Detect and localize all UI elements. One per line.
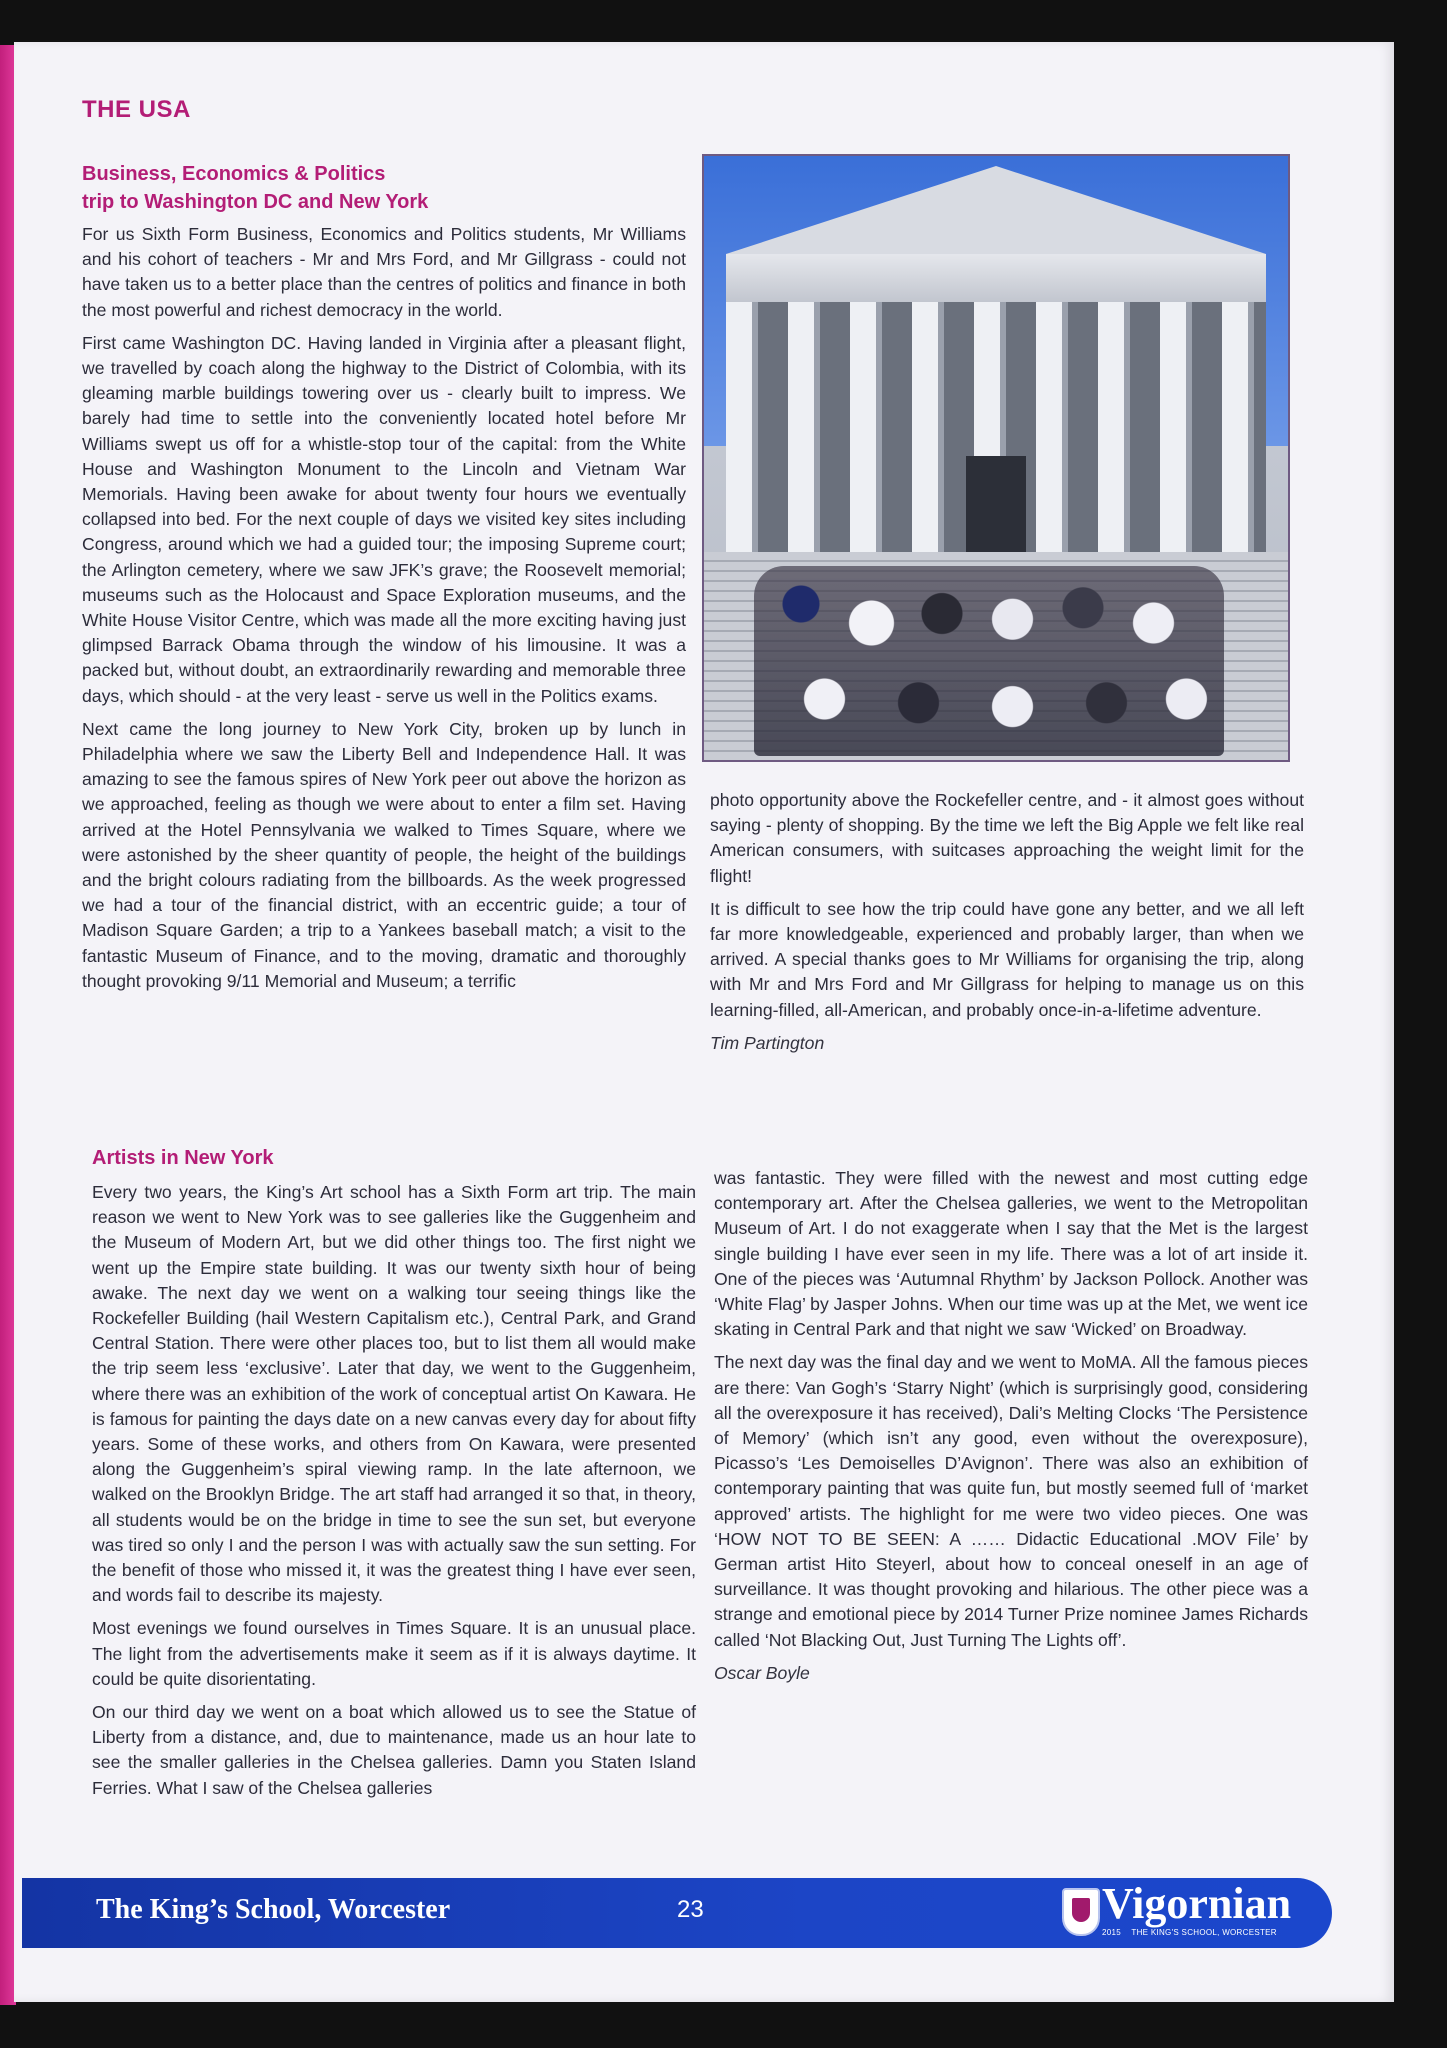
article2-paragraph: Most evenings we found ourselves in Times Square. It is an unusual place. The light from the advertisements make it seem as if it is always daytime. It could be quite disorientating. — [92, 1618, 696, 1689]
section-label: THE USA — [82, 96, 191, 123]
article1-paragraph: Next came the long journey to New York City, broken up by lunch in Philadelphia where we saw the Liberty Bell and Independence Hall. It was amazing to see the famous spires of New York peer out above the horizon as we approached, feeling as though we were about to enter a film set. Having arrived at the Hotel Pennsylvania we walked to Times Square, where we were astonished by the sheer quantity of people, the height of the buildings and the bright colours radiating from the billboards. As the week progressed we had a tour of the financial district, with an eccentric guide; a tour of Madison Square Garden; a trip to a Yankees baseball match; a visit to the fantastic Museum of Finance, and to the moving, dramatic and thoroughly thought provoking 9/11 Memorial and Museum; a terrific — [82, 718, 686, 991]
article2-right-column — [714, 1166, 1308, 1694]
article2-paragraph: Every two years, the King’s Art school has a Sixth Form art trip. The main reason we went to New York was to see galleries like the Guggenheim and the Museum of Modern Art, but we did other things too. The first night we went up the Empire state building. It was our twenty sixth hour of being awake. The next day we went on a walking tour seeing things like the Rockefeller Building (hail Western Capitalism etc.), Central Park, and Grand Central Station. There were other places too, but to list them all would make the trip seem less ‘exclusive’. Later that day, we went to the Guggenheim, where there was an exhibition of the work of conceptual artist On Kawara. He is famous for painting the days date on a new canvas every day for about fifty years. Some of these works, and others from On Kawara, were presented along the Guggenheim’s spiral viewing ramp. In the late afternoon, we walked on the Brooklyn Bridge. The art staff had arranged it so that, in theory, all students would be on the bridge in time to see the sun set, but everyone was tired so only I and the person I was with actually saw the sun setting. For the benefit of those who missed it, it was the greatest thing I have ever seen, and words fail to describe its majesty. — [92, 1182, 696, 1606]
page-number: 23 — [677, 1896, 704, 1923]
article1-paragraph: photo opportunity above the Rockefeller centre, and - it almost goes without saying - plenty of shopping. By the time we left the Big Apple we felt like real American consumers, with suitcases approaching the weight limit for the flight! — [710, 790, 1304, 886]
magazine-page — [14, 42, 1394, 2002]
footer-banner — [22, 1878, 1332, 1948]
article1-paragraph: First came Washington DC. Having landed in Virginia after a pleasant flight, we travelled by coach along the highway to the District of Colombia, with its gleaming marble buildings towering over us - clearly built to impress. We barely had time to settle into the conveniently located hotel before Mr Williams swept us off for a whistle-stop tour of the capital: from the White House and Washington Monument to the Lincoln and Vietnam War Memorials. Having been awake for about twenty four hours we eventually collapsed into bed. For the next couple of days we visited key sites including Congress, around which we had a guided tour; the imposing Supreme court; the Arlington cemetery, where we saw JFK’s grave; the Roosevelt memorial; museums such as the Holocaust and Space Exploration museums, and the White House Visitor Centre, which was made all the more exciting having just glimpsed Barrack Obama through the window of his limousine. It was a packed but, without doubt, an extraordinarily rewarding and memorable three days, which should - at the very least - serve us well in the Politics exams. — [82, 332, 686, 706]
photo-door — [966, 456, 1026, 556]
vigornian-school-sub: THE KING'S SCHOOL, WORCESTER — [1131, 1928, 1277, 1937]
article2-paragraph: The next day was the final day and we went to MoMA. All the famous pieces are there: Van Gogh’s ‘Starry Night’ (which is surprisingly good, considering all the overexposure it has received), Dali’s Melting Clocks ‘The Persistence of Memory’ (which isn’t any good, even without the overexposure), Picasso’s ‘Les Demoiselles D’Avignon’. There was also an exhibition of contemporary painting that was quite fun, but mostly seemed full of ‘market approved’ artists. The highlight for me were two video pieces. One was ‘HOW NOT TO BE SEEN: A …… Didactic Educational .MOV File’ by German artist Hito Steyerl, about how to conceal oneself in an age of surveillance. It was thought provoking and hilarious. The other piece was a strange and emotional piece by 2014 Turner Prize nominee James Richards called ‘Not Blacking Out, Just Turning The Lights off’. — [714, 1352, 1308, 1650]
footer-school-name: The King’s School, Worcester — [96, 1894, 451, 1925]
vigornian-logo-subtitle — [1102, 1928, 1285, 1937]
vigornian-logo: Vigornian — [1102, 1879, 1292, 1928]
article2-author: Oscar Boyle — [714, 1662, 810, 1683]
article2-heading: Artists in New York — [92, 1147, 274, 1169]
article2-paragraph: On our third day we went on a boat which allowed us to see the Statue of Liberty from a distance, and, due to maintenance, made us an hour late to see the smaller galleries in the Chelsea galleries. Damn you Staten Island Ferries. What I saw of the Chelsea galleries — [92, 1702, 696, 1798]
article1-heading-line2: trip to Washington DC and New York — [82, 191, 429, 213]
article2-paragraph: was fantastic. They were filled with the newest and most cutting edge contemporary art. After the Chelsea galleries, we went to the Metropolitan Museum of Art. I do not exaggerate when I say that the Met is the largest single building I have ever seen in my life. There was a lot of art inside it. One of the pieces was ‘Autumnal Rhythm’ by Jackson Pollock. Another was ‘White Flag’ by Jasper Johns. When our time was up at the Met, we went ice skating in Central Park and that night we saw ‘Wicked’ on Broadway. — [714, 1168, 1308, 1340]
supreme-court-group-photo — [702, 154, 1290, 762]
article1-heading — [82, 160, 428, 216]
photo-pediment — [726, 166, 1266, 254]
article1-paragraph: For us Sixth Form Business, Economics and Politics students, Mr Williams and his cohort of teachers - Mr and Mrs Ford, and Mr Gillgrass - could not have taken us to a better place than the centres of politics and finance in both the most powerful and richest democracy in the world. — [82, 224, 686, 320]
article1-left-column — [82, 222, 686, 1002]
article1-heading-line1: Business, Economics & Politics — [82, 163, 386, 185]
article1-paragraph: It is difficult to see how the trip could have gone any better, and we all left far more knowledgeable, experienced and probably larger, than when we arrived. A special thanks goes to Mr Williams for organising the trip, along with Mr and Mrs Ford and Mr Gillgrass for helping to manage us on this learning-filled, all-American, and probably once-in-a-lifetime adventure. — [710, 898, 1304, 1020]
photo-frieze — [726, 254, 1266, 302]
article1-author: Tim Partington — [710, 1032, 825, 1053]
vigornian-year: 2015 — [1102, 1928, 1121, 1937]
article2-left-column — [92, 1180, 696, 1809]
school-crest-icon — [1062, 1888, 1100, 1936]
article1-right-column — [710, 788, 1304, 1064]
photo-student-group — [754, 566, 1224, 756]
